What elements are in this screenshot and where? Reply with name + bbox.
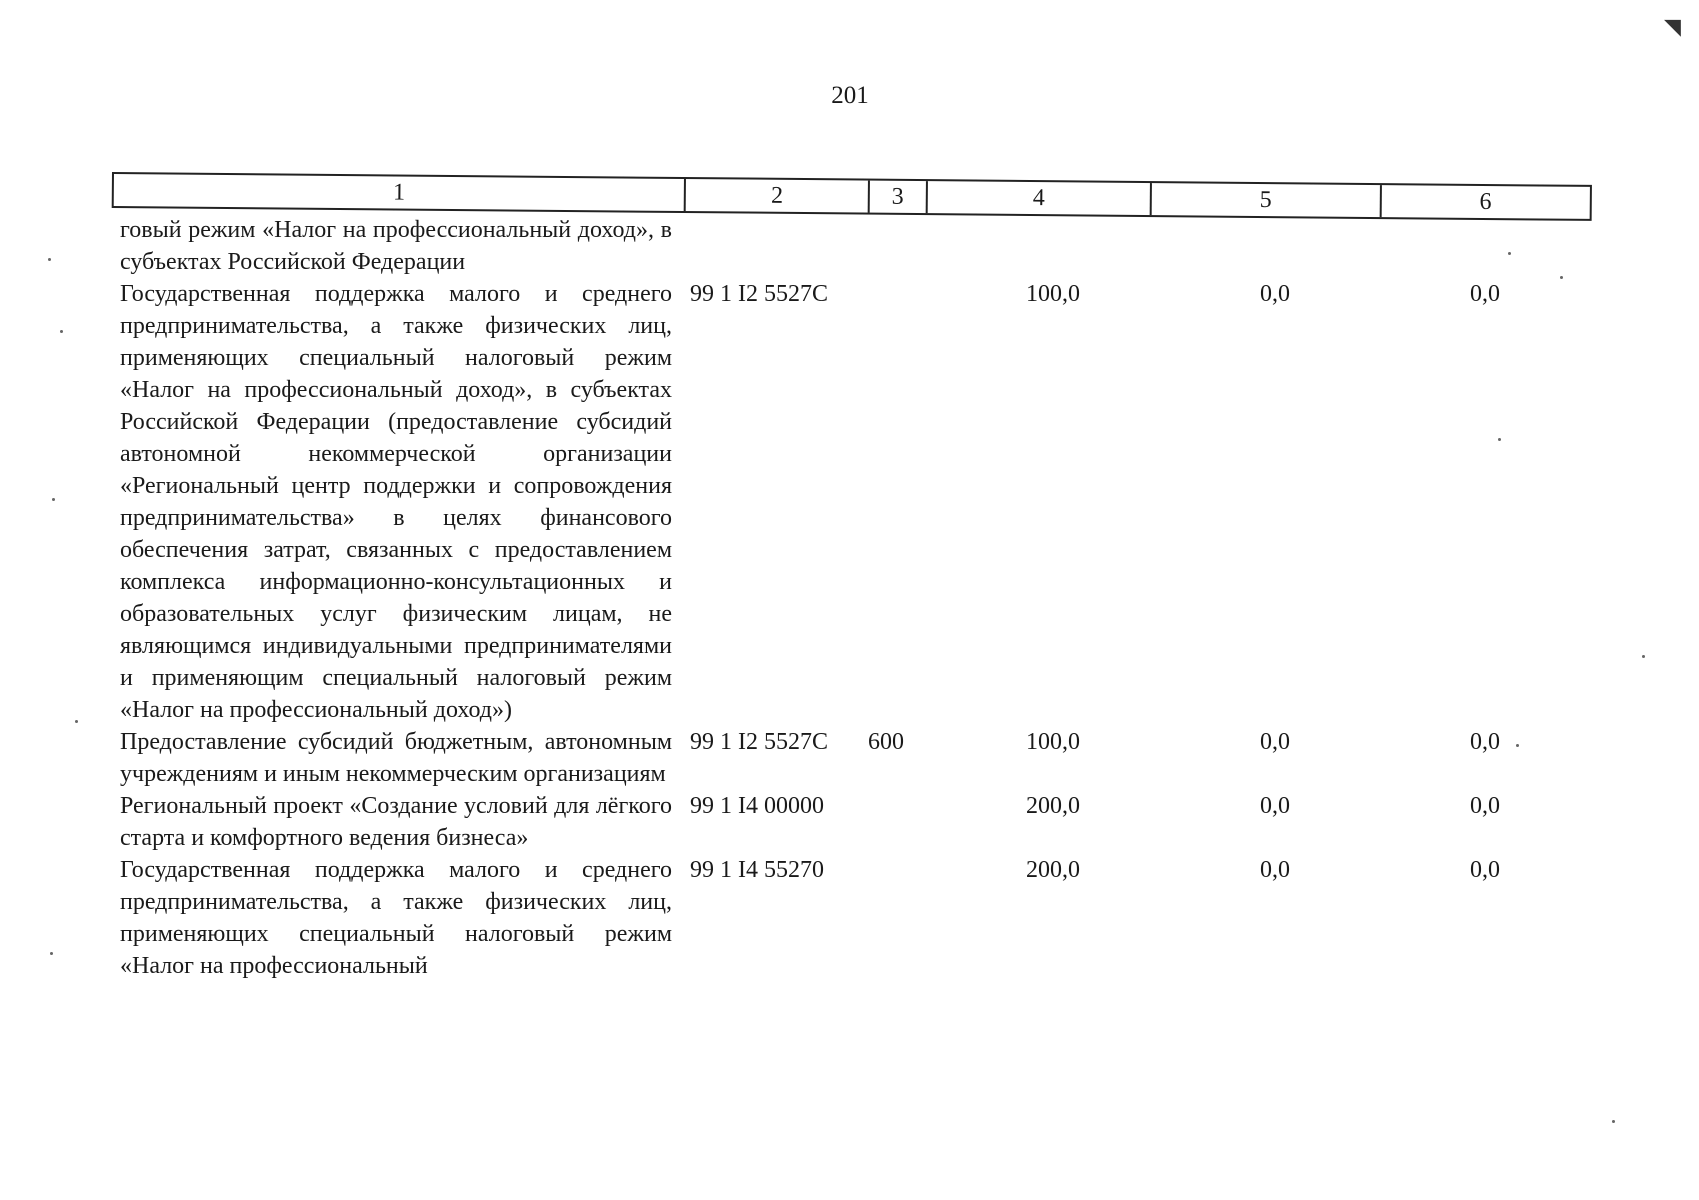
row-col4: 200,0	[1026, 857, 1080, 883]
row-description: говый режим «Налог на профессиональный доход», в субъектах Российской Федерации	[120, 217, 672, 275]
row-col6: 0,0	[1470, 729, 1500, 755]
header-col-6: 6	[1379, 185, 1590, 219]
table-row	[0, 726, 1699, 790]
page-number: 201	[831, 82, 869, 109]
row-col5: 0,0	[1260, 729, 1290, 755]
scan-speck	[48, 258, 51, 261]
scan-speck	[1612, 1120, 1615, 1123]
scan-speck	[1516, 744, 1519, 747]
corner-mark-icon: ◥	[1664, 14, 1681, 39]
header-col-4: 4	[925, 181, 1150, 215]
row-vr: 600	[868, 729, 904, 755]
header-col-1: 1	[392, 179, 406, 206]
scan-speck	[60, 330, 63, 333]
scan-speck	[50, 952, 53, 955]
table-row	[0, 854, 1699, 982]
row-col5: 0,0	[1260, 281, 1290, 307]
row-col4: 200,0	[1026, 793, 1080, 819]
header-col-5: 5	[1150, 183, 1380, 217]
scan-speck	[1498, 438, 1501, 441]
row-code: 99 1 I2 5527С	[690, 281, 828, 307]
row-description: Предоставление субсидий бюджетным, автономным учреждениям и иным некоммерческим организациям	[120, 729, 672, 787]
row-code: 99 1 I2 5527С	[690, 729, 828, 755]
scan-speck	[75, 720, 78, 723]
header-col-2: 2	[684, 179, 868, 213]
scan-speck	[1642, 655, 1645, 658]
scan-speck	[52, 498, 55, 501]
row-code: 99 1 I4 00000	[690, 793, 824, 819]
row-code: 99 1 I4 55270	[690, 857, 824, 883]
row-col5: 0,0	[1260, 857, 1290, 883]
scan-speck	[1560, 276, 1563, 279]
row-col4: 100,0	[1026, 729, 1080, 755]
table-row	[0, 214, 1699, 278]
table-row	[0, 790, 1699, 854]
row-col4: 100,0	[1026, 281, 1080, 307]
row-col5: 0,0	[1260, 793, 1290, 819]
scan-speck	[1508, 252, 1511, 255]
row-description: Государственная поддержка малого и среднего предпринимательства, а также физических лиц, применяющих специальный налоговый режим «Налог на профессиональный	[120, 857, 672, 979]
table-row	[0, 278, 1699, 726]
header-col-3: 3	[868, 181, 926, 214]
table-body	[0, 214, 1699, 982]
row-description: Государственная поддержка малого и среднего предпринимательства, а также физических лиц, применяющих специальный налоговый режим «Налог на профессиональный доход», в субъектах Российской Федерации (предоставление субсидий автономной некоммерческой организации «Региональный центр поддержки и сопровождения предпринимательства» в целях финансового обеспечения затрат, связанных с предоставлением комплекса информационно-консультационных и образовательных услуг физическим лицам, не являющимся индивидуальными предпринимателями и применяющим специальный налоговый режим «Налог на профессиональный доход»)	[120, 281, 672, 723]
row-description: Региональный проект «Создание условий для лёгкого старта и комфортного ведения бизнеса»	[120, 793, 672, 851]
row-col6: 0,0	[1470, 281, 1500, 307]
row-col6: 0,0	[1470, 793, 1500, 819]
row-col6: 0,0	[1470, 857, 1500, 883]
